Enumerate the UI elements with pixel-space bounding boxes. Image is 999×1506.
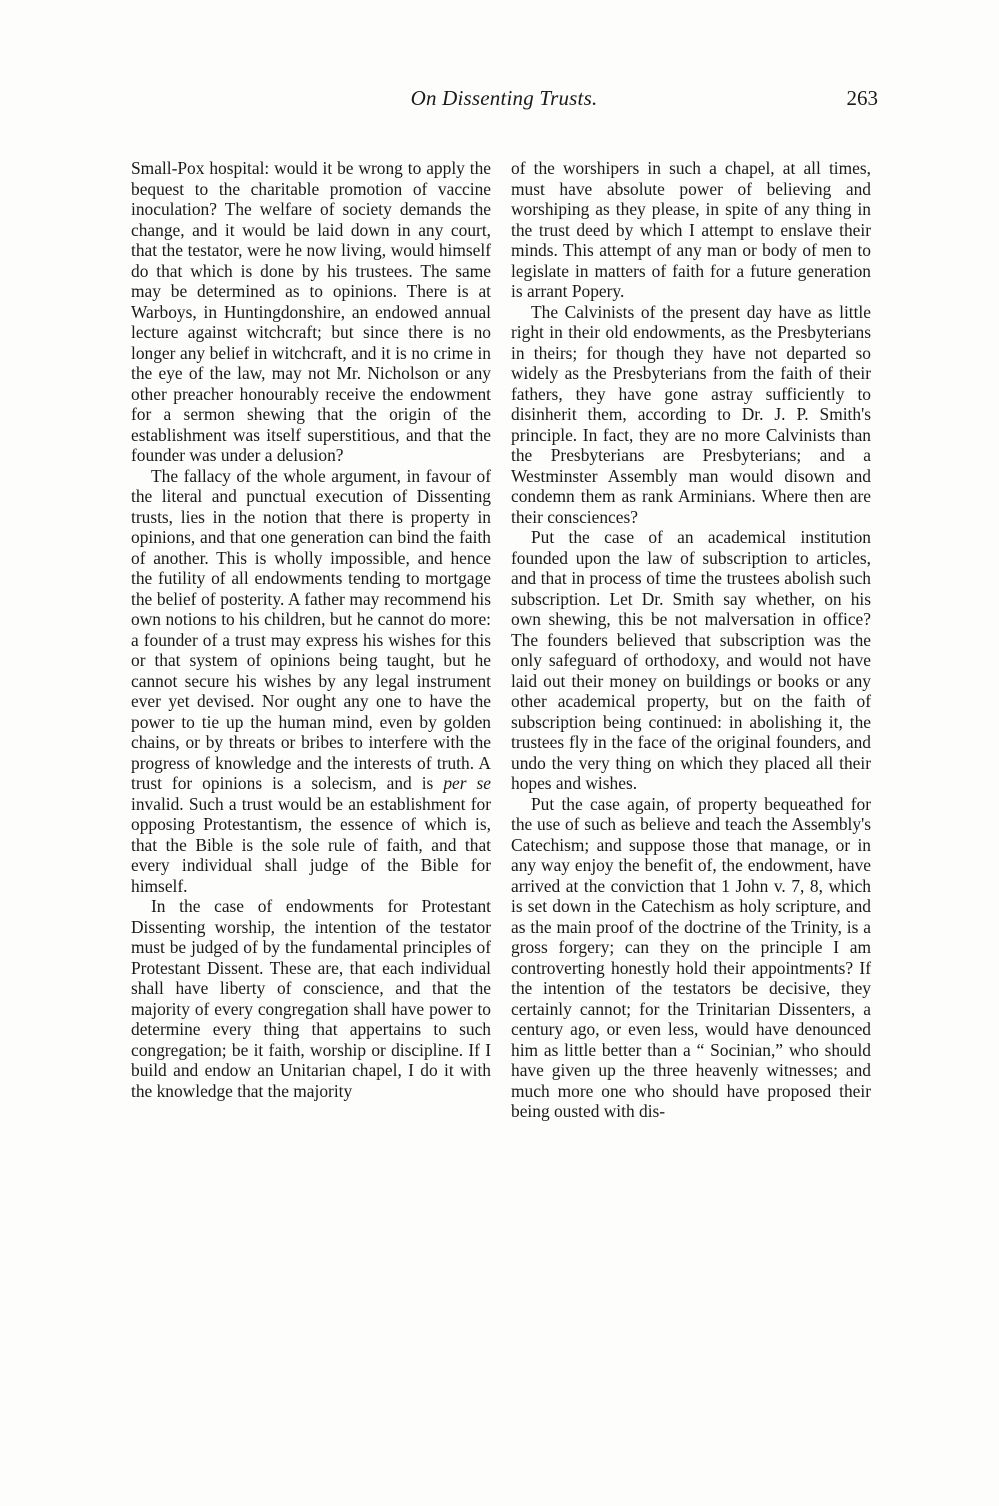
paragraph-left-3: In the case of endowments for Protestant Dissenting worship, the intention of the testator must be judged of by the fundamental principles of Protestant Dissent. These are, that each individual shall have liberty of conscience, and that the majority of every congregation shall have power to determine every thing that appertains to such congregation; be it faith, worship or discipline. If I build and endow an Unitarian chapel, I do it with the knowledge that the majority [131,896,491,1101]
left-column [131,158,491,1101]
paragraph-left-2-text-a: The fallacy of the whole argument, in favour of the literal and punctual execution of Dissenting trusts, lies in the notion that there is property in opinions, and that one generation can bind the faith of another. This is wholly impossible, and hence the futility of all endowments tending to mortgage the belief of posterity. A father may recommend his own notions to his children, but he cannot do more: a founder of a trust may express his wishes for this or that system of opinions being taught, but he cannot secure his wishes by any legal instrument ever yet devised. Nor ought any one to have the power to tie up the human mind, even by golden chains, or by threats or bribes to interfere with the progress of knowledge and the interests of truth. A trust for opinions is a solecism, and is [131,465,491,793]
paragraph-left-2 [131,466,491,897]
latin-phrase: per se [443,773,491,793]
paragraph-right-4: Put the case again, of property bequeathed for the use of such as believe and teach the Assembly's Catechism; and suppose those that manage, or in any way enjoy the benefit of, the endowment, have arrived at the conviction that 1 John v. 7, 8, which is set down in the Catechism as holy scripture, and as the main proof of the doctrine of the Trinity, is a gross forgery; can they on the principle I am controverting honestly hold their appointments? If the intention of the testators be decisive, they certainly cannot; for the Trinitarian Dissenters, a century ago, or even less, would have denounced him as little better than a “ Socinian,” who should have given up the three heavenly witnesses; and much more one who should have proposed their being ousted with dis- [511,793,871,1121]
paragraph-right-2: The Calvinists of the present day have as little right in their old endowments, as the Presbyterians in theirs; for though they have not departed so widely as the Presbyterians from the faith of their fathers, they have gone astray sufficiently to disinherit them, according to Dr. J. P. Smith's principle. In fact, they are no more Calvinists than the Presbyterians are Presbyterians; and a Westminster Assembly man would disown and condemn them as rank Arminians. Where then are their consciences? [511,301,871,527]
right-column [511,158,871,1122]
paragraph-left-2-text-b: invalid. Such a trust would be an establishment for opposing Protestantism, the essence of which is, that the Bible is the sole rule of faith, and that every individual shall judge of the Bible for himself. [131,793,491,896]
page-header [130,86,878,116]
page-number: 263 [846,86,878,110]
running-title: On Dissenting Trusts. [410,86,598,110]
paragraph-right-3: Put the case of an academical institution founded upon the law of subscription to articles, and that in process of time the trustees abolish such subscription. Let Dr. Smith say whether, on his own shewing, this be not malversation in office? The founders believed that subscription was the only safeguard of orthodoxy, and would not have laid out their money on buildings or books or any other academical property, but on the faith of subscription being continued: in abolishing it, the trustees fly in the face of the original founders, and undo the very thing on which they placed all their hopes and wishes. [511,527,871,793]
paragraph-left-1: Small-Pox hospital: would it be wrong to apply the bequest to the charitable promotion of vaccine inoculation? The welfare of society demands the change, and it would be laid down in any court, that the testator, were he now living, would himself do that which is done by his trustees. The same may be determined as to opinions. There is at Warboys, in Huntingdonshire, an endowed annual lecture against witchcraft; but since there is no longer any belief in witchcraft, and it is no crime in the eye of the law, may not Mr. Nicholson or any other preacher honourably receive the endowment for a sermon shewing that the origin of the establishment was itself superstitious, and that the founder was under a delusion? [131,158,491,465]
paragraph-right-1: of the worshipers in such a chapel, at all times, must have absolute power of believing and worshiping as they please, in spite of any thing in the trust deed by which I attempt to enslave their minds. This attempt of any man or body of men to legislate in matters of faith for a future generation is arrant Popery. [511,158,871,301]
